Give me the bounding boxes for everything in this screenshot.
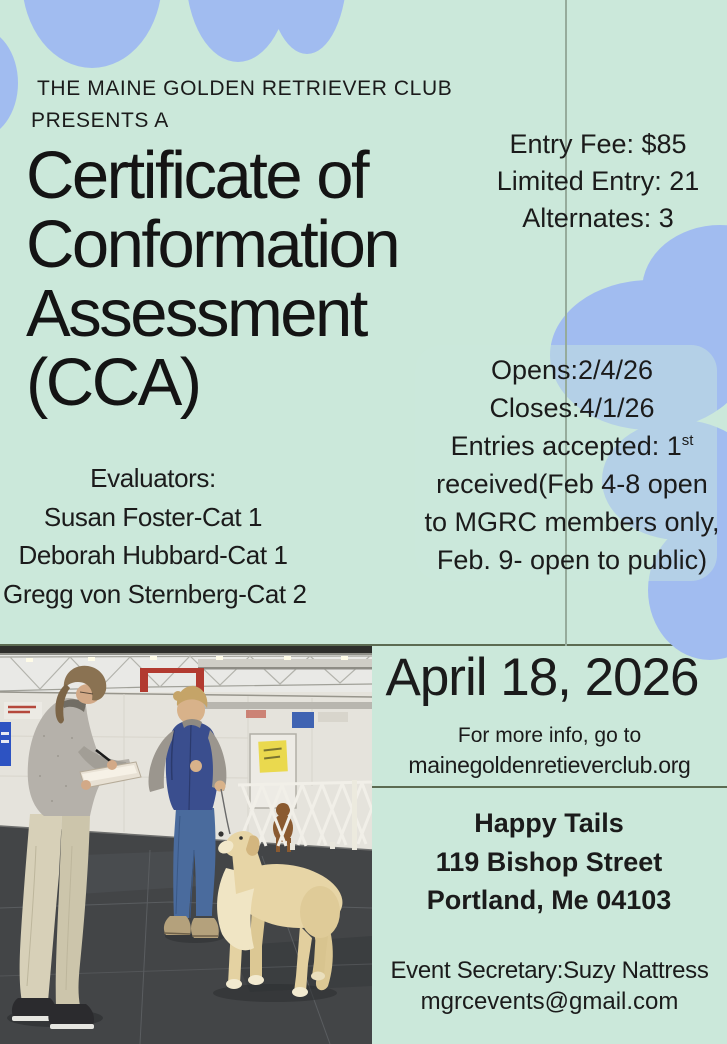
venue-street: 119 Bishop Street — [435, 846, 663, 877]
title-line-2: Conformation — [26, 207, 399, 282]
venue-name: Happy Tails — [474, 808, 624, 838]
blue-wall-sign — [0, 722, 11, 766]
entry-info — [468, 126, 727, 237]
event-secretary: Event Secretary:Suzy Nattress — [390, 957, 709, 984]
event-photo — [0, 646, 372, 1044]
evaluators — [3, 459, 307, 613]
title-line-4: (CCA) — [26, 345, 200, 420]
evaluator-name: Susan Foster-Cat 1 — [43, 501, 263, 532]
entries-accepted: Entries accepted: 1st — [450, 431, 694, 461]
event-title — [26, 138, 399, 420]
secretary-email: mgrcevents@gmail.com — [420, 988, 679, 1015]
presents-label: PRESENTS A — [31, 109, 169, 132]
entries-detail-3: Feb. 9- open to public) — [436, 545, 708, 575]
entries-detail-1: received(Feb 4-8 open — [436, 469, 708, 499]
yellow-ring-sign — [258, 740, 288, 772]
entry-fee: Entry Fee: $85 — [509, 129, 687, 159]
opens-date: Opens:2/4/26 — [490, 355, 654, 385]
more-info-label: For more info, go to — [457, 724, 642, 747]
venue-address — [374, 804, 724, 920]
closes-date: Closes:4/1/26 — [489, 393, 655, 423]
evaluator-name: Deborah Hubbard-Cat 1 — [18, 540, 288, 570]
title-line-1: Certificate of — [26, 138, 368, 213]
limited-entry: Limited Entry: 21 — [496, 166, 700, 196]
club-website: mainegoldenretieverclub.org — [408, 752, 691, 778]
club-name: THE MAINE GOLDEN RETRIEVER CLUB — [37, 77, 453, 100]
event-date: April 18, 2026 — [385, 648, 699, 707]
title-line-3: Assessment — [26, 276, 366, 351]
evaluators-heading: Evaluators: — [90, 463, 216, 493]
alternates: Alternates: 3 — [522, 203, 674, 233]
entries-detail-2: to MGRC members only, — [424, 507, 720, 537]
evaluator-name: Gregg von Sternberg-Cat 2 — [3, 578, 307, 609]
dates-info — [416, 351, 727, 579]
blue-bin — [292, 712, 314, 728]
venue-city: Portland, Me 04103 — [426, 885, 672, 915]
info-divider-line — [372, 786, 727, 788]
ordinal-superscript: st — [681, 432, 694, 449]
